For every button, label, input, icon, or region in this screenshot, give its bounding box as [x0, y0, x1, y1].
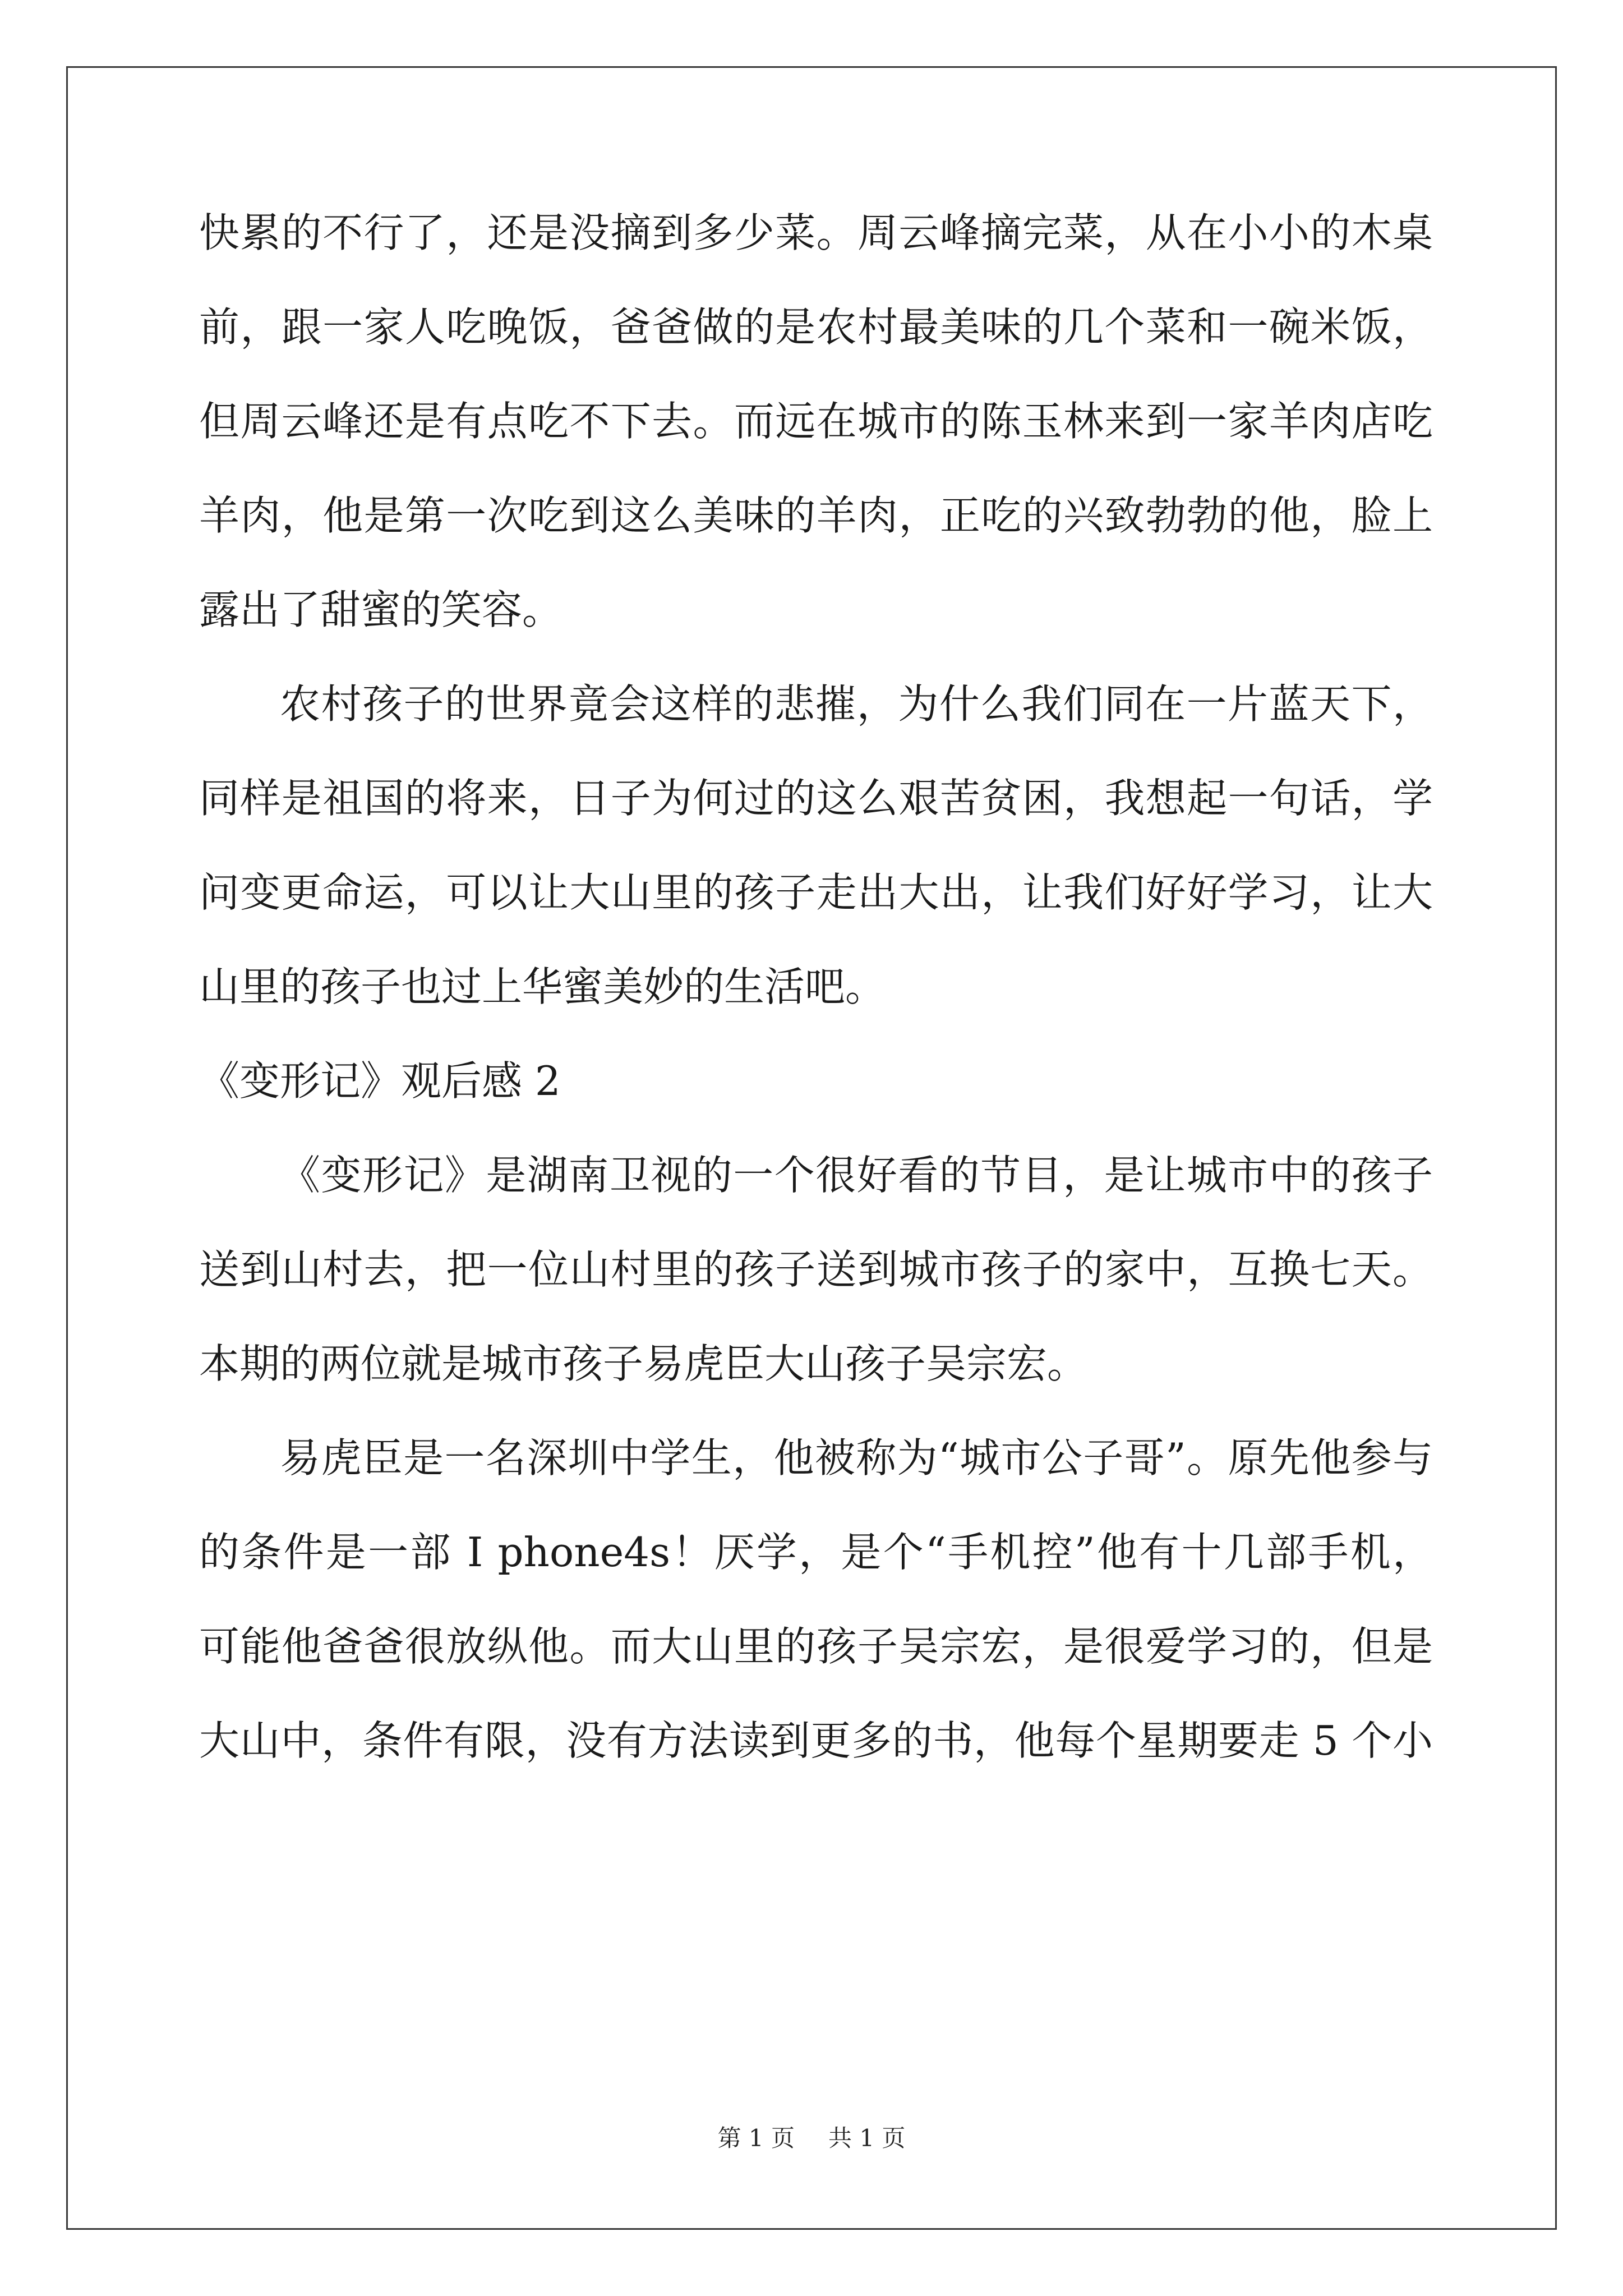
body-line: 同样是祖国的将来，日子为何过的这么艰苦贫困，我想起一句话，学 — [199, 775, 1433, 822]
body-line: 羊肉，他是第一次吃到这么美味的羊肉，正吃的兴致勃勃的他，脸上 — [199, 492, 1433, 539]
document-body — [199, 209, 1433, 1814]
body-line: 山里的孩子也过上华蜜美妙的生活吧。 — [199, 963, 886, 1010]
page-number: 第 1 页 — [717, 2124, 795, 2152]
body-line: 快累的不行了，还是没摘到多少菜。周云峰摘完菜，从在小小的木桌 — [199, 209, 1433, 256]
body-line: 本期的两位就是城市孩子易虎臣大山孩子吴宗宏。 — [199, 1340, 1088, 1387]
body-line: 问变更命运，可以让大山里的孩子走出大出，让我们好好学习，让大 — [199, 869, 1433, 916]
body-line: 前，跟一家人吃晚饭，爸爸做的是农村最美味的几个菜和一碗米饭， — [199, 303, 1433, 351]
body-line: 露出了甜蜜的笑容。 — [199, 586, 563, 633]
paragraph-first-line: 易虎臣是一名深圳中学生，他被称为“城市公子哥”。原先他参与 — [280, 1434, 1433, 1481]
paragraph-first-line: 农村孩子的世界竟会这样的悲摧，为什么我们同在一片蓝天下， — [280, 680, 1433, 728]
body-line: 的条件是一部 I phone4s！厌学，是个“手机控”他有十几部手机， — [199, 1529, 1433, 1576]
body-line: 送到山村去，把一位山村里的孩子送到城市孩子的家中，互换七天。 — [199, 1246, 1433, 1293]
section-heading: 《变形记》观后感 2 — [199, 1057, 561, 1105]
page-total: 共 1 页 — [828, 2124, 906, 2152]
paragraph-first-line: 《变形记》是湖南卫视的一个很好看的节目，是让城市中的孩子 — [280, 1152, 1433, 1199]
body-line: 但周云峰还是有点吃不下去。而远在城市的陈玉林来到一家羊肉店吃 — [199, 398, 1433, 445]
body-line: 可能他爸爸很放纵他。而大山里的孩子吴宗宏，是很爱学习的，但是 — [199, 1623, 1433, 1670]
page-footer — [0, 2125, 1623, 2152]
body-line: 大山中，条件有限，没有方法读到更多的书，他每个星期要走 5 个小 — [199, 1717, 1433, 1764]
